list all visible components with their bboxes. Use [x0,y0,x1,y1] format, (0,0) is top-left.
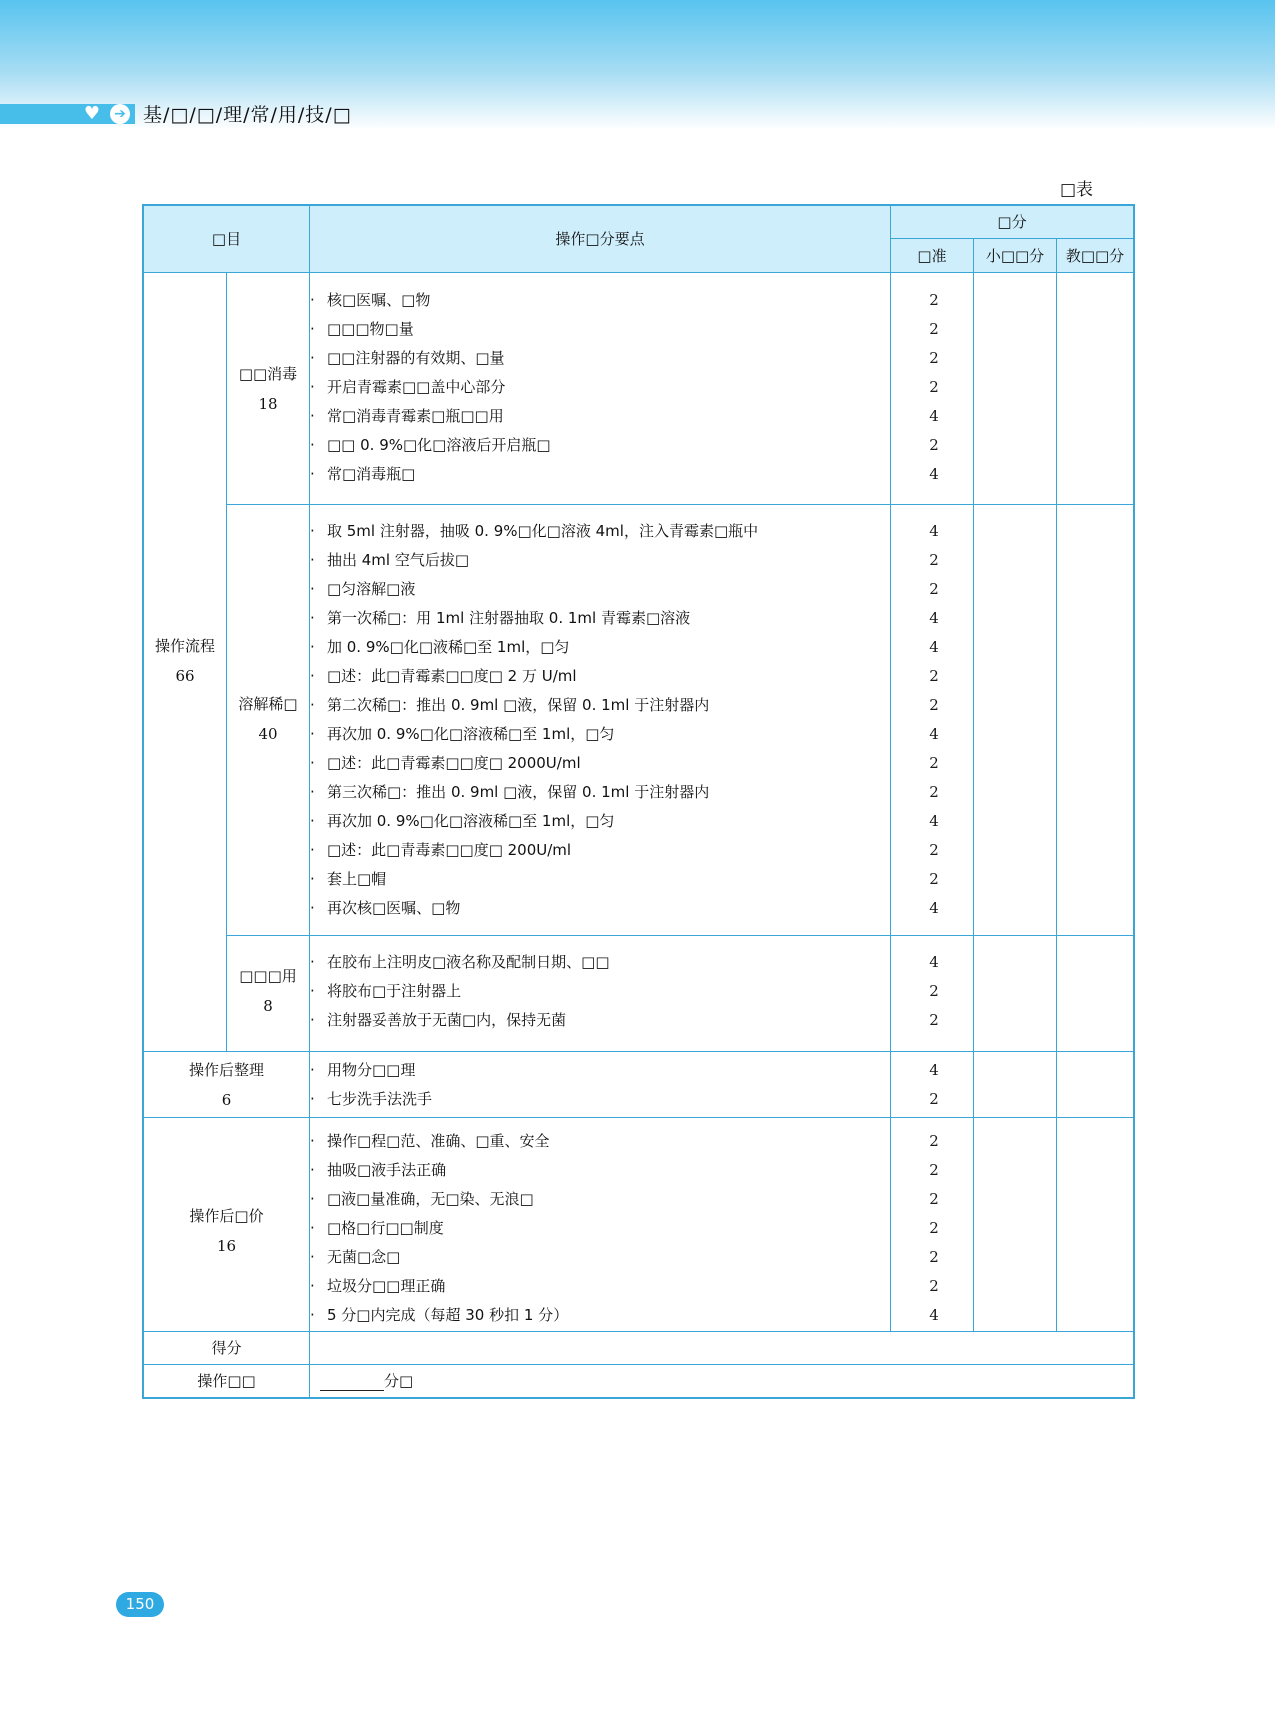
page-number: 150 [116,1592,164,1617]
row-score: 4 [929,725,939,743]
row-text: 操作□程□范、准确、□重、安全 [327,1132,550,1150]
row-text: 在胶布上注明皮□液名称及配制日期、□□ [327,953,610,971]
row-text: □述：此□青毒素□□度□ 200U/ml [327,841,572,859]
table-row [310,579,415,599]
row-text: 常□消毒青霉素□瓶□□用 [327,407,504,425]
bullet: · [310,407,315,425]
table-row [310,406,504,426]
heart-icon: ♥ [83,103,101,124]
table-row [310,952,610,972]
row-text: □□注射器的有效期、□量 [327,349,505,367]
arrow-right-icon: ➔ [110,104,130,124]
row-text: □述：此□青霉素□□度□ 2 万 U/ml [327,667,577,685]
table-row [310,782,709,802]
bullet: · [310,1219,315,1237]
bullet: · [310,349,315,367]
table-row [310,1131,550,1151]
bullet: · [310,320,315,338]
row-text: 核□医嘱、□物 [327,291,431,309]
scoring-table [142,204,1135,1399]
bullet: · [310,436,315,454]
row-text: 第三次稀□：推出 0. 9ml □液，保留 0. 1ml 于注射器内 [327,783,710,801]
row-text: 常□消毒瓶□ [327,465,416,483]
subcategory-dissolve-score: 40 [258,725,278,743]
table-row [310,637,569,657]
table-row [310,1218,444,1238]
row-score: 2 [929,1219,939,1237]
table-row [310,464,415,484]
table-row [310,377,505,397]
rule [890,238,1133,239]
row-score: 2 [929,551,939,569]
row-score: 2 [929,870,939,888]
row-score: 2 [929,291,939,309]
time-blank [320,1376,384,1391]
rule [890,206,891,1331]
row-text: 第二次稀□：推出 0. 9ml □液，保留 0. 1ml 于注射器内 [327,696,710,714]
table-row [310,290,430,310]
table-row [310,1189,534,1209]
row-score: 2 [929,1090,939,1108]
row-score: 2 [929,436,939,454]
bullet: · [310,754,315,772]
row-score: 2 [929,841,939,859]
bullet: · [310,1011,315,1029]
bullet: · [310,580,315,598]
row-score: 2 [929,982,939,1000]
row-text: □匀溶解□液 [327,580,416,598]
bullet: · [310,1306,315,1324]
table-row [310,840,571,860]
row-score: 2 [929,1011,939,1029]
row-score: 2 [929,1248,939,1266]
row-text: □格□行□□制度 [327,1219,444,1237]
bullet: · [310,1090,315,1108]
row-text: 再次加 0. 9%□化□溶液稀□至 1ml，□匀 [327,812,615,830]
rule [144,1051,1133,1052]
table-row [310,348,505,368]
table-row [310,695,709,715]
row-score: 2 [929,1277,939,1295]
row-score: 4 [929,407,939,425]
row-score: 2 [929,696,939,714]
row-score: 4 [929,812,939,830]
bullet: · [310,870,315,888]
bullet: · [310,1161,315,1179]
table-row [310,898,460,918]
row-score: 4 [929,609,939,627]
bullet: · [310,812,315,830]
table-row [310,1160,446,1180]
rule [226,504,1133,505]
row-text: 开启青霉素□□盖中心部分 [327,378,506,396]
table-row [310,666,577,686]
category-flow-score: 66 [175,667,195,685]
bullet: · [310,378,315,396]
bullet: · [310,1248,315,1266]
row-text: 抽吸□液手法正确 [327,1161,447,1179]
bullet: · [310,1190,315,1208]
bullet: · [310,783,315,801]
row-text: □□ 0. 9%□化□溶液后开启瓶□ [327,436,551,454]
bullet: · [310,638,315,656]
row-score: 2 [929,754,939,772]
row-text: 抽出 4ml 空气后拔□ [327,551,470,569]
category-tidy-score: 6 [221,1091,232,1109]
table-row [310,811,614,831]
subcategory-dissolve-label: 溶解稀□ [238,695,298,713]
row-text: 再次加 0. 9%□化□溶液稀□至 1ml，□匀 [327,725,615,743]
table-row [310,981,461,1001]
row-score: 2 [929,1190,939,1208]
subcategory-verify-score: 18 [258,395,278,413]
row-score: 2 [929,580,939,598]
table-row [310,753,581,773]
rule [144,1117,1133,1118]
row-text: 第一次稀□：用 1ml 注射器抽取 0. 1ml 青霉素□溶液 [327,609,691,627]
row-score: 2 [929,1161,939,1179]
category-eval-score: 16 [216,1237,237,1255]
subcategory-verify-label: □□消毒 [238,365,298,383]
table-row [310,608,690,628]
bullet: · [310,551,315,569]
row-text: □液□量准确，无□染、无浪□ [327,1190,534,1208]
rule [226,272,227,1052]
header-grading: □分 [997,213,1027,231]
row-score: 2 [929,667,939,685]
row-text: 垃圾分□□理正确 [327,1277,446,1295]
table-row [310,724,614,744]
table-row [310,1305,568,1325]
bullet: · [310,841,315,859]
book-title: 基/□/□/理/常/用/技/□ [143,104,352,126]
bullet: · [310,667,315,685]
bullet: · [310,1061,315,1079]
bullet: · [310,522,315,540]
table-row [310,550,469,570]
subcategory-standby-score: 8 [263,997,273,1015]
row-score: 4 [929,1061,939,1079]
header-project: □目 [211,230,242,248]
header-teacher: 教□□分 [1065,247,1125,265]
row-score: 2 [929,320,939,338]
bullet: · [310,609,315,627]
bullet: · [310,696,315,714]
row-text: 将胶布□于注射器上 [327,982,462,1000]
table-row [310,319,414,339]
rule [144,1331,1133,1332]
row-text: 七步洗手法洗手 [327,1090,433,1108]
row-score: 4 [929,1306,939,1324]
table-row [310,1276,445,1296]
subcategory-standby-label: □□□用 [239,967,297,985]
row-score: 2 [929,783,939,801]
row-text: 加 0. 9%□化□液稀□至 1ml，□匀 [327,638,570,656]
bullet: · [310,725,315,743]
rule [144,272,1133,273]
rule [226,935,1133,936]
table-row [310,1010,566,1030]
header-group: 小□□分 [985,247,1045,265]
row-score: 4 [929,899,939,917]
header-points: 操作□分要点 [555,230,645,248]
row-text: 用物分□□理 [327,1061,416,1079]
row-score: 2 [929,378,939,396]
bullet: · [310,1277,315,1295]
row-text: 注射器妥善放于无菌□内，保持无菌 [327,1011,567,1029]
category-eval-label: 操作后□价 [189,1207,264,1225]
category-tidy-label: 操作后整理 [188,1061,264,1079]
bullet: · [310,953,315,971]
bullet: · [310,465,315,483]
time-field [320,1371,413,1391]
row-text: 再次核□医嘱、□物 [327,899,461,917]
row-text: 无菌□念□ [327,1248,401,1266]
rule [973,238,974,1331]
table-row [310,1089,432,1109]
row-score: 2 [929,1132,939,1150]
time-label: 操作□□ [197,1372,256,1390]
row-score: 4 [929,522,939,540]
bullet: · [310,1132,315,1150]
time-unit: 分□ [384,1372,414,1390]
bullet: · [310,982,315,1000]
category-flow-label: 操作流程 [154,637,215,655]
rule [1056,238,1057,1331]
row-score: 2 [929,349,939,367]
bullet: · [310,291,315,309]
table-row [310,521,758,541]
row-score: 4 [929,638,939,656]
row-text: 5 分□内完成（每超 30 秒扣 1 分） [327,1306,569,1324]
rule [144,1364,1133,1365]
row-text: □述：此□青霉素□□度□ 2000U/ml [327,754,581,772]
table-caption: □表 [1060,180,1094,200]
row-score: 4 [929,465,939,483]
row-score: 4 [929,953,939,971]
table-row [310,869,386,889]
score-label: 得分 [211,1339,242,1357]
header-standard: □准 [917,247,947,265]
bullet: · [310,899,315,917]
table-row [310,435,551,455]
table-row [310,1060,415,1080]
table-row [310,1247,400,1267]
row-text: □□□物□量 [327,320,414,338]
row-text: 取 5ml 注射器，抽吸 0. 9%□化□溶液 4ml，注入青霉素□瓶中 [327,522,759,540]
row-text: 套上□帽 [327,870,387,888]
